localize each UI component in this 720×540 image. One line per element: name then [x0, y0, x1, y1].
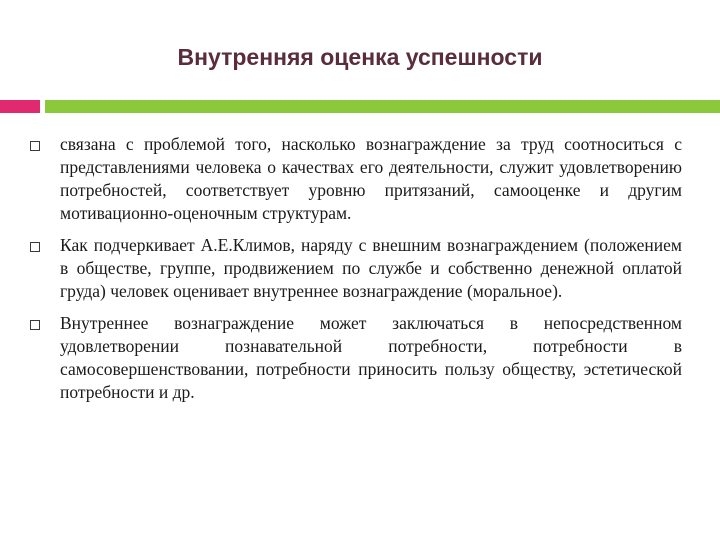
- title-underline-bar: [45, 100, 720, 113]
- accent-bar: [0, 100, 40, 113]
- bullet-item: [30, 234, 682, 303]
- bullet-item: [30, 133, 682, 225]
- square-bullet-icon: [30, 242, 40, 252]
- square-bullet-icon: [30, 320, 40, 330]
- bullet-list: [30, 133, 682, 413]
- bullet-text: Внутреннее вознаграждение может заключаться в непосредственном удовлетворении познавательной потребности, потребности в самосовершенствовании, потребности приносить пользу обществу, эстетической потребности и др.: [60, 313, 682, 402]
- bullet-item: [30, 312, 682, 404]
- slide-title: Внутренняя оценка успешности: [177, 44, 543, 70]
- bullet-text: Как подчеркивает А.Е.Климов, наряду с внешним вознаграждением (положением в обществе, группе, продвижением по службе и собственно денежной оплатой груда) человек оценивает внутреннее вознаграждение (моральное).: [60, 235, 682, 301]
- bullet-text: связана с проблемой того, насколько вознаграждение за труд соотноситься с представлениями человека о качествах его деятельности, служит удовлетворению потребностей, соответствует уровню притязаний, самооценке и другим мотивационно-оценочным структурам.: [60, 134, 682, 223]
- square-bullet-icon: [30, 141, 40, 151]
